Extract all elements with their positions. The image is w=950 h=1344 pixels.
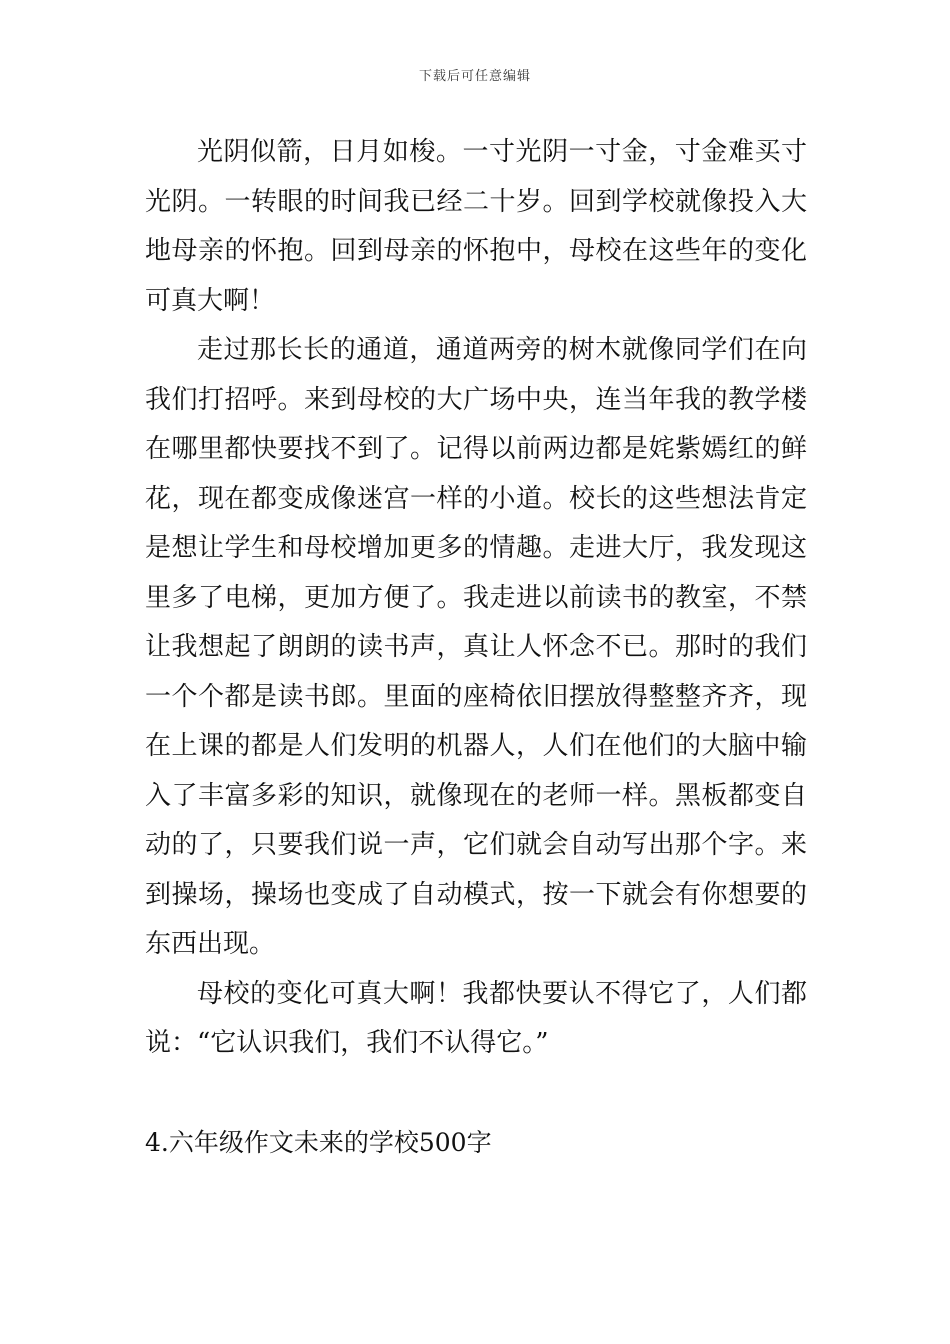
section-heading: 4.六年级作文未来的学校500字: [145, 1128, 492, 1157]
essay-body: [145, 128, 807, 1069]
page-header-note: 下载后可任意编辑: [418, 69, 531, 84]
paragraph-2: 走过那长长的通道，通道两旁的树木就像同学们在向我们打招呼。来到母校的大广场中央，连当年我的教学楼在哪里都快要找不到了。记得以前两边都是姹紫嫣红的鲜花，现在都变成像迷宫一样的小道。校长的这些想法肯定是想让学生和母校增加更多的情趣。走进大厅，我发现这里多了电梯，更加方便了。我走进以前读书的教室，不禁让我想起了朗朗的读书声，真让人怀念不已。那时的我们一个个都是读书郎。里面的座椅依旧摆放得整整齐齐，现在上课的都是人们发明的机器人，人们在他们的大脑中输入了丰富多彩的知识，就像现在的老师一样。黑板都变自动的了，只要我们说一声，它们就会自动写出那个字。来到操场，操场也变成了自动模式，按一下就会有你想要的东西出现。: [145, 335, 807, 959]
paragraph-3: 母校的变化可真大啊！我都快要认不得它了，人们都说：“它认识我们，我们不认得它。”: [145, 978, 807, 1058]
paragraph-1: 光阴似箭，日月如梭。一寸光阴一寸金，寸金难买寸光阴。一转眼的时间我已经二十岁。回到学校就像投入大地母亲的怀抱。回到母亲的怀抱中，母校在这些年的变化可真大啊！: [145, 137, 807, 316]
